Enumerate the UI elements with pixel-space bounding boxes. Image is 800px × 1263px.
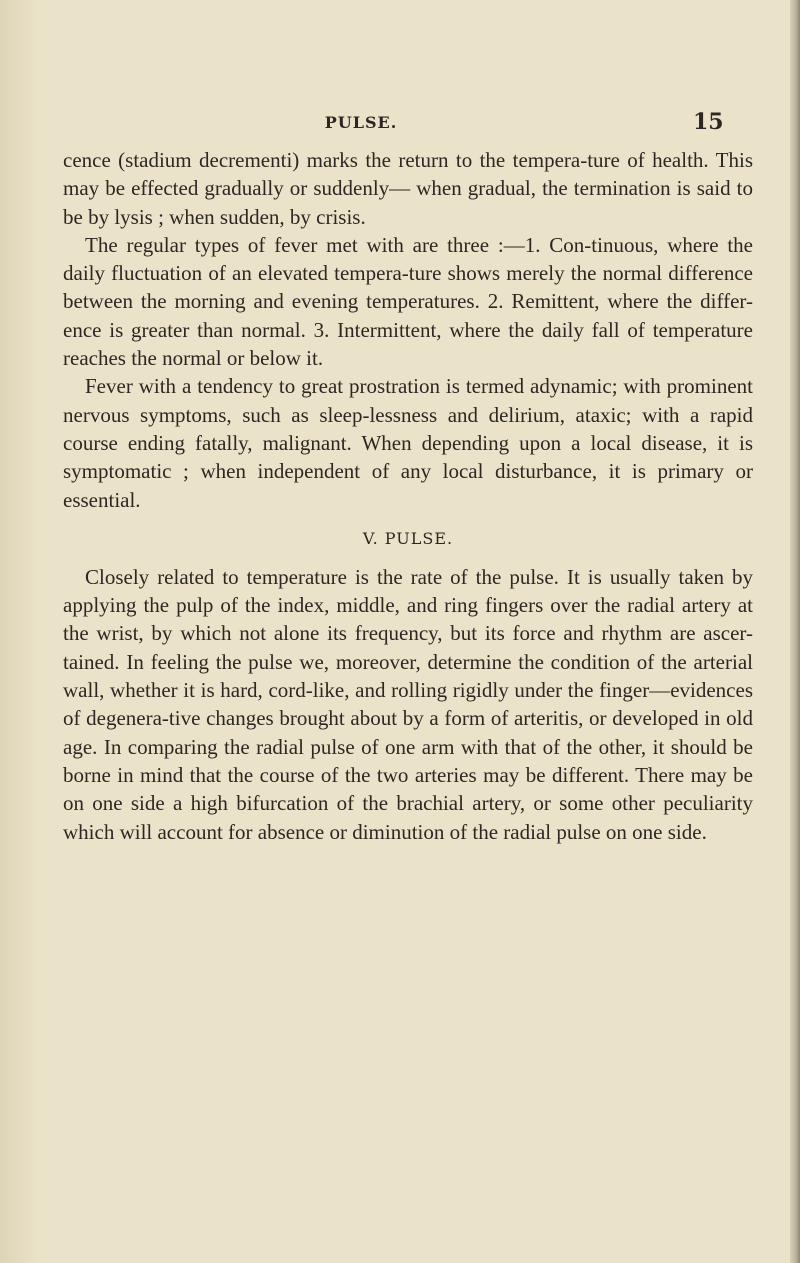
body-text: [63, 146, 753, 846]
page-number: 15: [693, 109, 724, 135]
running-head: [0, 109, 800, 137]
section-heading: V. PULSE.: [362, 528, 454, 548]
paragraph-fever-types: The regular types of fever met with are three :—1. Con-tinuous, where the daily fluctuation of an elevated tempera-ture shows merely the normal difference between the morning and evening temperatures. 2. Remittent, where the differ-ence is greater than normal. 3. Intermittent, where the daily fall of temperature reaches the normal or below it.: [63, 232, 753, 371]
page-edge: [790, 0, 800, 1263]
paragraph-pulse: Closely related to temperature is the rate of the pulse. It is usually taken by applying the pulp of the index, middle, and ring fingers over the radial artery at the wrist, by which not alone its frequency, but its force and rhythm are ascer-tained. In feeling the pulse we, moreover, determine the condition of the arterial wall, whether it is hard, cord-like, and rolling rigidly under the finger—evidences of degenera-tive changes brought about by a form of arteritis, or developed in old age. In comparing the radial pulse of one arm with that of the other, it should be borne in mind that the course of the two arteries may be different. There may be on one side a high bifurcation of the brachial artery, or some other peculiarity which will account for absence or diminution of the radial pulse on one side.: [63, 564, 753, 844]
paragraph-fever-classification: Fever with a tendency to great prostration is termed adynamic; with prominent nervous symptoms, such as sleep-lessness and delirium, ataxic; with a rapid course ending fatally, malignant. When depending upon a local disease, it is symptomatic ; when independent of any local disturbance, it is primary or essential.: [63, 374, 753, 512]
running-title: PULSE.: [324, 113, 398, 132]
paragraph-stadium-decrementi: cence (stadium decrementi) marks the return to the tempera-ture of health. This may be effected gradually or suddenly— when gradual, the termination is said to be by lysis ; when sudden, by crisis.: [63, 148, 753, 229]
page-gutter-shade: [0, 0, 40, 1263]
